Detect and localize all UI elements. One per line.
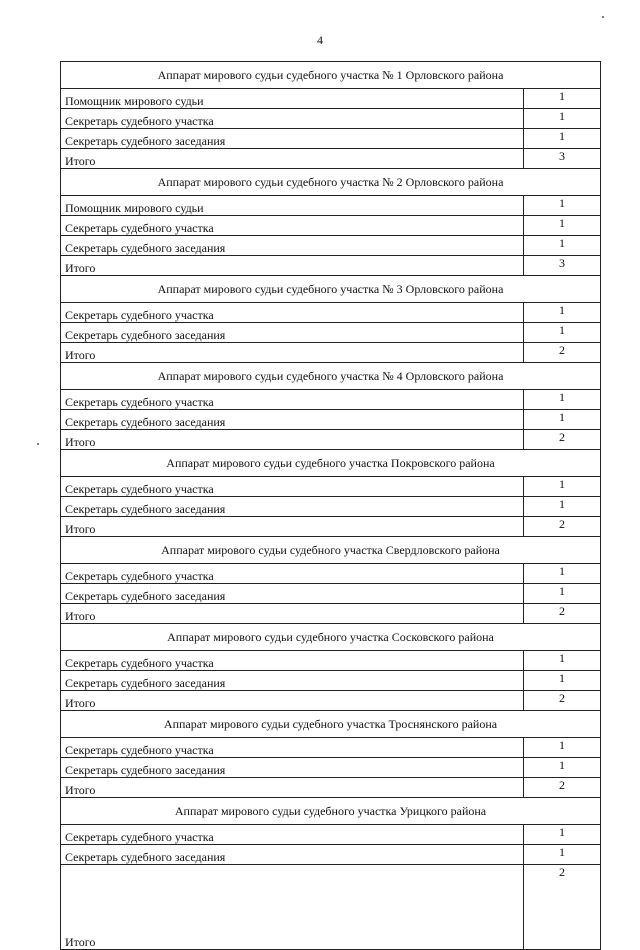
- staff-table-body: [61, 62, 601, 950]
- position-name: Секретарь судебного участка: [61, 390, 524, 410]
- total-row: [61, 865, 601, 950]
- total-count: 2: [524, 343, 601, 363]
- total-row: [61, 149, 601, 169]
- table-row: [61, 825, 601, 845]
- section-header: [61, 276, 601, 303]
- total-count: 2: [524, 778, 601, 798]
- table-row: [61, 651, 601, 671]
- section-header: [61, 169, 601, 196]
- position-count: 1: [524, 109, 601, 129]
- section-header: [61, 624, 601, 651]
- total-label: Итого: [61, 343, 524, 363]
- position-name: Секретарь судебного участка: [61, 738, 524, 758]
- total-label: Итого: [61, 430, 524, 450]
- section-title: Аппарат мирового судьи судебного участка № 4 Орловского района: [61, 363, 601, 390]
- section-header: [61, 450, 601, 477]
- position-name: Секретарь судебного участка: [61, 303, 524, 323]
- section-header: [61, 537, 601, 564]
- position-count: 1: [524, 196, 601, 216]
- table-row: [61, 758, 601, 778]
- scan-speck: [602, 16, 604, 18]
- position-count: 1: [524, 584, 601, 604]
- total-label: Итого: [61, 517, 524, 537]
- total-label: Итого: [61, 604, 524, 624]
- position-name: Секретарь судебного участка: [61, 216, 524, 236]
- position-name: Секретарь судебного заседания: [61, 129, 524, 149]
- table-row: [61, 216, 601, 236]
- total-count: 3: [524, 149, 601, 169]
- page-number: 4: [317, 33, 323, 47]
- position-count: 1: [524, 738, 601, 758]
- table-row: [61, 738, 601, 758]
- position-count: 1: [524, 129, 601, 149]
- position-name: Секретарь судебного участка: [61, 564, 524, 584]
- position-name: Секретарь судебного заседания: [61, 236, 524, 256]
- total-row: [61, 517, 601, 537]
- position-count: 1: [524, 89, 601, 109]
- position-name: Секретарь судебного участка: [61, 651, 524, 671]
- table-row: [61, 497, 601, 517]
- position-name: Секретарь судебного заседания: [61, 758, 524, 778]
- position-name: Помощник мирового судьи: [61, 89, 524, 109]
- section-header: [61, 62, 601, 89]
- position-name: Секретарь судебного заседания: [61, 497, 524, 517]
- position-count: 1: [524, 390, 601, 410]
- position-count: 1: [524, 236, 601, 256]
- position-name: Секретарь судебного заседания: [61, 323, 524, 343]
- position-name: Секретарь судебного заседания: [61, 410, 524, 430]
- table-row: [61, 196, 601, 216]
- position-count: 1: [524, 564, 601, 584]
- table-row: [61, 236, 601, 256]
- position-count: 1: [524, 825, 601, 845]
- total-label: Итого: [61, 778, 524, 798]
- total-count: 3: [524, 256, 601, 276]
- section-header: [61, 711, 601, 738]
- total-label: Итого: [61, 691, 524, 711]
- position-count: 1: [524, 845, 601, 865]
- total-row: [61, 778, 601, 798]
- position-name: Секретарь судебного участка: [61, 109, 524, 129]
- table-row: [61, 564, 601, 584]
- position-count: 1: [524, 477, 601, 497]
- position-count: 1: [524, 651, 601, 671]
- total-label: Итого: [61, 256, 524, 276]
- section-title: Аппарат мирового судьи судебного участка № 3 Орловского района: [61, 276, 601, 303]
- table-row: [61, 390, 601, 410]
- section-title: Аппарат мирового судьи судебного участка Сосковского района: [61, 624, 601, 651]
- section-title: Аппарат мирового судьи судебного участка № 2 Орловского района: [61, 169, 601, 196]
- position-count: 1: [524, 671, 601, 691]
- total-row: [61, 604, 601, 624]
- total-count: 2: [524, 430, 601, 450]
- total-row: [61, 430, 601, 450]
- table-row: [61, 584, 601, 604]
- section-title: Аппарат мирового судьи судебного участка № 1 Орловского района: [61, 62, 601, 89]
- position-name: Помощник мирового судьи: [61, 196, 524, 216]
- table-row: [61, 109, 601, 129]
- table-row: [61, 89, 601, 109]
- section-header: [61, 798, 601, 825]
- table-row: [61, 129, 601, 149]
- position-count: 1: [524, 323, 601, 343]
- total-count: 2: [524, 691, 601, 711]
- section-header: [61, 363, 601, 390]
- section-title: Аппарат мирового судьи судебного участка Троснянского района: [61, 711, 601, 738]
- section-title: Аппарат мирового судьи судебного участка Свердловского района: [61, 537, 601, 564]
- table-row: [61, 323, 601, 343]
- table-row: [61, 410, 601, 430]
- total-label: Итого: [61, 865, 524, 950]
- position-count: 1: [524, 758, 601, 778]
- table-row: [61, 845, 601, 865]
- position-count: 1: [524, 303, 601, 323]
- table-row: [61, 477, 601, 497]
- total-count: 2: [524, 517, 601, 537]
- total-label: Итого: [61, 149, 524, 169]
- section-title: Аппарат мирового судьи судебного участка Урицкого района: [61, 798, 601, 825]
- table-row: [61, 303, 601, 323]
- total-row: [61, 343, 601, 363]
- position-name: Секретарь судебного участка: [61, 825, 524, 845]
- position-name: Секретарь судебного заседания: [61, 845, 524, 865]
- table-row: [61, 671, 601, 691]
- total-row: [61, 256, 601, 276]
- position-name: Секретарь судебного участка: [61, 477, 524, 497]
- total-count: 2: [524, 604, 601, 624]
- scan-speck: [37, 443, 39, 445]
- position-name: Секретарь судебного заседания: [61, 584, 524, 604]
- position-count: 1: [524, 410, 601, 430]
- position-count: 1: [524, 216, 601, 236]
- section-title: Аппарат мирового судьи судебного участка Покровского района: [61, 450, 601, 477]
- position-name: Секретарь судебного заседания: [61, 671, 524, 691]
- total-count: 2: [524, 865, 601, 950]
- staff-table: [60, 61, 601, 950]
- position-count: 1: [524, 497, 601, 517]
- total-row: [61, 691, 601, 711]
